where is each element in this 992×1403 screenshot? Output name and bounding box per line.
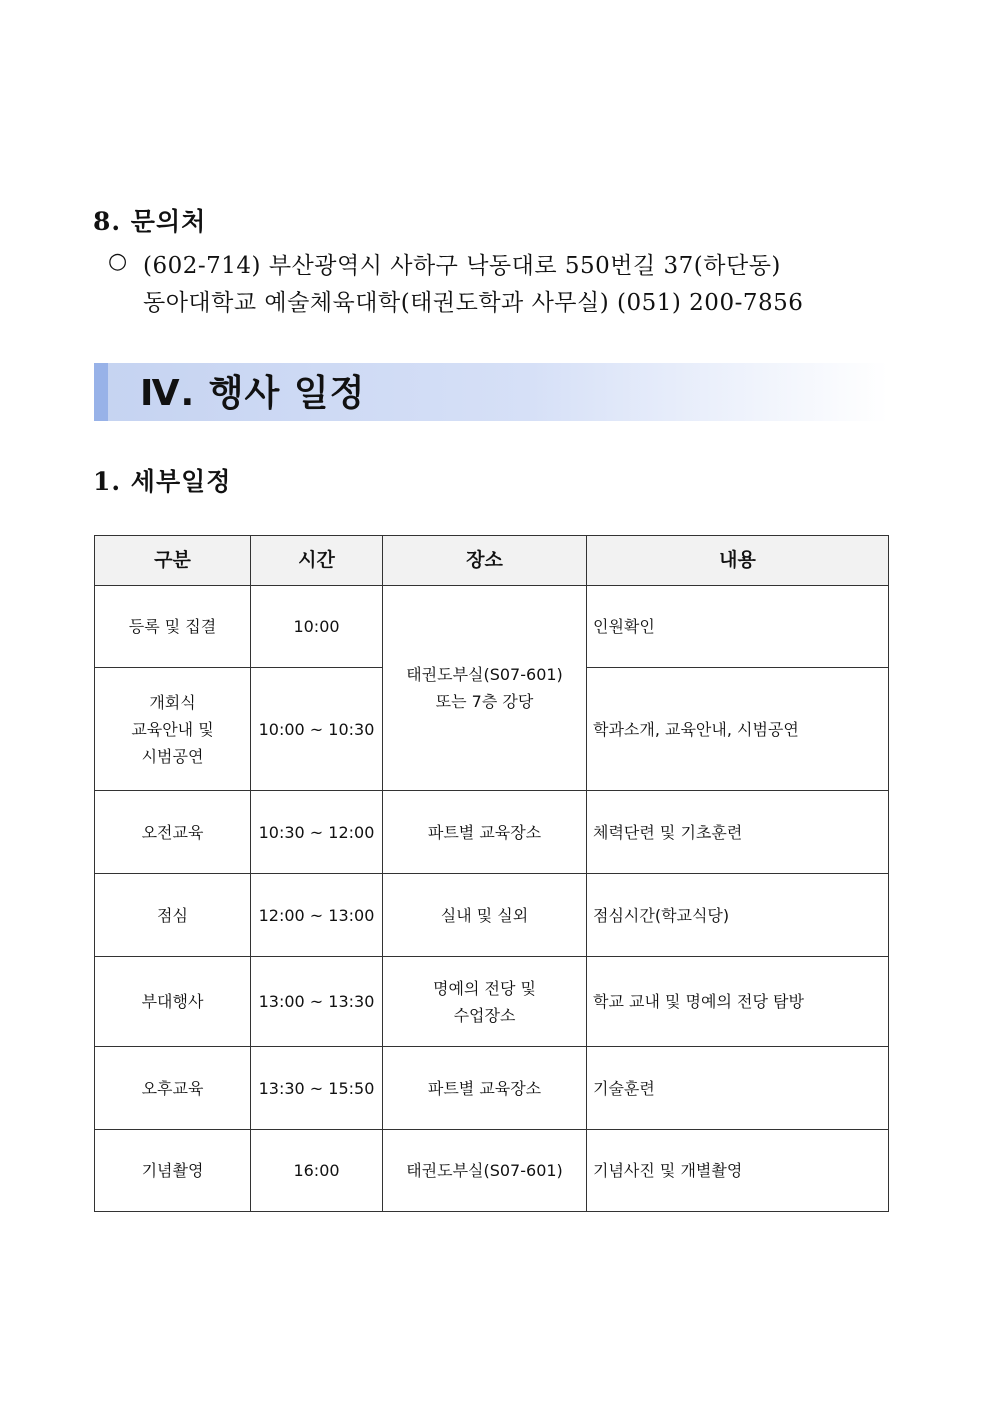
cell-time: 16:00: [251, 1130, 383, 1212]
cell-category: 오전교육: [95, 791, 251, 874]
cell-place: 파트별 교육장소: [383, 1047, 587, 1130]
table-row: [95, 957, 889, 1047]
cell-place: 실내 및 실외: [383, 874, 587, 957]
cell-time: 10:00: [251, 586, 383, 668]
cell-category: 기념촬영: [95, 1130, 251, 1212]
schedule-table: [94, 535, 889, 1212]
cell-content: 체력단련 및 기초훈련: [587, 791, 889, 874]
table-row: [95, 874, 889, 957]
cell-content: 학교 교내 및 명예의 전당 탐방: [587, 957, 889, 1047]
cell-time: 10:30 ~ 12:00: [251, 791, 383, 874]
header-category: 구분: [95, 536, 251, 586]
cell-place: 명예의 전당 및 수업장소: [383, 957, 587, 1047]
cell-content: 학과소개, 교육안내, 시범공연: [587, 668, 889, 791]
cell-content: 기념사진 및 개별촬영: [587, 1130, 889, 1212]
header-time: 시간: [251, 536, 383, 586]
subsection-title: 1. 세부일정: [93, 467, 232, 496]
table-header-row: [95, 536, 889, 586]
cell-content: 기술훈련: [587, 1047, 889, 1130]
cell-content: 인원확인: [587, 586, 889, 668]
cell-time: 13:00 ~ 13:30: [251, 957, 383, 1047]
cell-category: 오후교육: [95, 1047, 251, 1130]
bullet-circle: ○: [108, 249, 128, 274]
header-place: 장소: [383, 536, 587, 586]
header-content: 내용: [587, 536, 889, 586]
cell-category: 개회식 교육안내 및 시범공연: [95, 668, 251, 791]
cell-time: 12:00 ~ 13:00: [251, 874, 383, 957]
table-row: [95, 586, 889, 668]
contact-heading: 8. 문의처: [93, 207, 207, 236]
cell-category: 등록 및 집결: [95, 586, 251, 668]
table-row: [95, 1047, 889, 1130]
contact-address: (602-714) 부산광역시 사하구 낙동대로 550번길 37(하단동): [143, 253, 781, 279]
cell-place: 파트별 교육장소: [383, 791, 587, 874]
cell-content: 점심시간(학교식당): [587, 874, 889, 957]
table-row: [95, 1130, 889, 1212]
contact-office-phone: 동아대학교 예술체육대학(태권도학과 사무실) (051) 200-7856: [143, 290, 804, 316]
section-banner-accent: [94, 363, 108, 421]
cell-time: 10:00 ~ 10:30: [251, 668, 383, 791]
cell-time: 13:30 ~ 15:50: [251, 1047, 383, 1130]
cell-place: 태권도부실(S07-601): [383, 1130, 587, 1212]
section-title: Ⅳ. 행사 일정: [140, 373, 366, 414]
table-row: [95, 791, 889, 874]
cell-category: 부대행사: [95, 957, 251, 1047]
cell-place-merged: 태권도부실(S07-601) 또는 7층 강당: [383, 586, 587, 791]
cell-category: 점심: [95, 874, 251, 957]
